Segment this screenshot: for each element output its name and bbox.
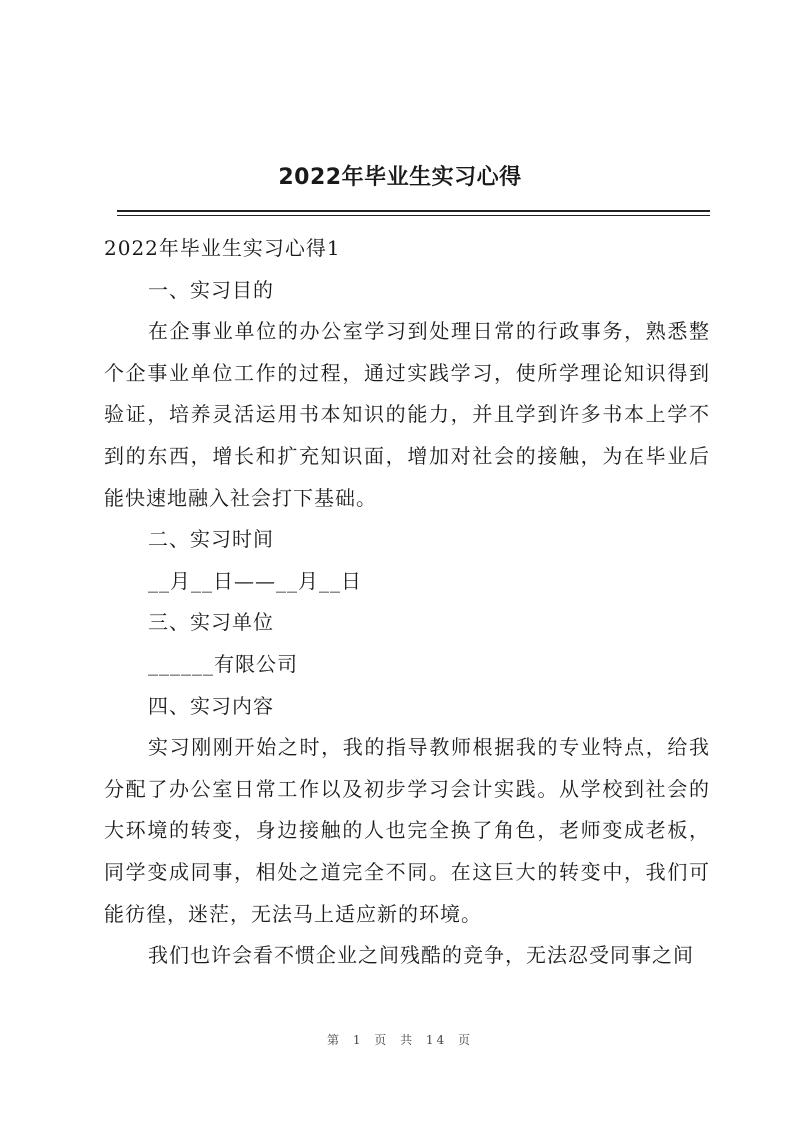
document-body bbox=[104, 228, 710, 977]
title-rule-thin bbox=[117, 215, 710, 216]
document-title: 2022年毕业生实习心得 bbox=[278, 165, 522, 190]
section-heading-purpose: 一、实习目的 bbox=[148, 277, 274, 302]
section-heading-content: 四、实习内容 bbox=[148, 693, 274, 718]
title-rule-thick bbox=[117, 210, 710, 212]
page-footer: 第 1 页 共 14 页 bbox=[327, 1033, 473, 1047]
section-body-content: 实习刚刚开始之时，我的指导教师根据我的专业特点，给我分配了办公室日常工作以及初步学习会计实践。从学校到社会的大环境的转变，身边接触的人也完全换了角色，老师变成老板，同学变成同事，相处之道完全不同。在这巨大的转变中，我们可能彷徨，迷茫，无法马上适应新的环境。 bbox=[104, 735, 710, 926]
section-body-time: __月__日——__月__日 bbox=[148, 568, 362, 593]
section-body-unit: ______有限公司 bbox=[148, 651, 298, 676]
section-heading-unit: 三、实习单位 bbox=[148, 610, 274, 635]
section-heading-time: 二、实习时间 bbox=[148, 527, 274, 552]
section-body-content-continued: 我们也许会看不惯企业之间残酷的竞争，无法忍受同事之间 bbox=[148, 943, 694, 968]
document-subtitle: 2022年毕业生实习心得1 bbox=[104, 236, 341, 260]
section-body-purpose: 在企事业单位的办公室学习到处理日常的行政事务，熟悉整个企事业单位工作的过程，通过实践学习，使所学理论知识得到验证，培养灵活运用书本知识的能力，并且学到许多书本上学不到的东西，增长和扩充知识面，增加对社会的接触，为在毕业后能快速地融入社会打下基础。 bbox=[104, 319, 710, 510]
